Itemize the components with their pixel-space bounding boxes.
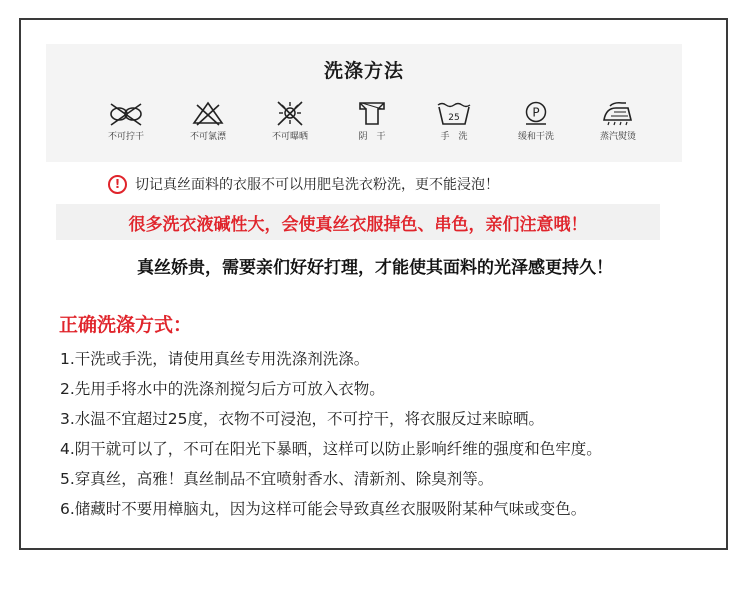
care-label-no-bleach: 不可氯漂 xyxy=(189,132,226,142)
care-label-no-wring: 不可拧干 xyxy=(107,132,144,142)
care-item-steam-iron xyxy=(582,100,654,150)
care-item-hand-wash xyxy=(418,100,490,150)
page-title: 洗涤方法 xyxy=(323,60,404,82)
alert-banner xyxy=(56,204,660,240)
care-item-dry-clean xyxy=(500,100,572,150)
washing-steps xyxy=(60,344,602,524)
care-item-no-sun-dry xyxy=(254,100,326,150)
care-label-no-sun-dry: 不可曝晒 xyxy=(271,132,308,142)
dry-clean-letter: P xyxy=(532,105,540,120)
exclamation-circle-icon: ! xyxy=(108,175,127,194)
list-item: 6.储藏时不要用樟脑丸，因为这样可能会导致真丝衣服吸附某种气味或变色。 xyxy=(60,500,587,518)
hand-wash-25-icon xyxy=(434,100,474,126)
hand-wash-temp: 25 xyxy=(448,113,460,123)
warning-line xyxy=(108,172,499,196)
care-icon-row xyxy=(90,100,650,150)
care-item-shade-dry xyxy=(336,100,408,150)
care-highlight: 真丝娇贵，需要亲们好好打理，才能使其面料的光泽感更持久！ xyxy=(137,258,613,278)
no-sun-dry-icon xyxy=(270,100,310,126)
list-item: 1.干洗或手洗，请使用真丝专用洗涤剂洗涤。 xyxy=(60,350,370,368)
list-item: 2.先用手将水中的洗涤剂搅匀后方可放入衣物。 xyxy=(60,380,385,398)
method-heading: 正确洗涤方式： xyxy=(59,314,193,336)
care-symbols-panel xyxy=(46,44,682,162)
care-label-hand-wash: 手 洗 xyxy=(440,132,468,142)
no-bleach-icon xyxy=(188,100,228,126)
care-label-dry-clean: 缓和干洗 xyxy=(517,132,554,142)
care-label-shade-dry: 阴 干 xyxy=(358,132,386,142)
care-label-steam-iron: 蒸汽熨烫 xyxy=(599,132,636,142)
list-item: 4.阴干就可以了，不可在阳光下暴晒，这样可以防止影响纤维的强度和色牢度。 xyxy=(60,440,602,458)
list-item: 5.穿真丝，高雅！真丝制品不宜喷射香水、清新剂、除臭剂等。 xyxy=(60,470,494,488)
shade-dry-icon xyxy=(352,100,392,126)
gentle-dry-clean-icon xyxy=(516,100,556,126)
steam-iron-icon xyxy=(598,100,638,126)
care-item-no-bleach xyxy=(172,100,244,150)
list-item: 3.水温不宜超过25度，衣物不可浸泡，不可拧干，将衣服反过来晾晒。 xyxy=(60,410,545,428)
care-item-no-wring xyxy=(90,100,162,150)
no-wring-icon xyxy=(106,100,146,126)
alert-text: 很多洗衣液碱性大，会使真丝衣服掉色、串色，亲们注意哦！ xyxy=(128,214,588,235)
warning-text: 切记真丝面料的衣服不可以用肥皂洗衣粉洗，更不能浸泡！ xyxy=(135,177,499,193)
